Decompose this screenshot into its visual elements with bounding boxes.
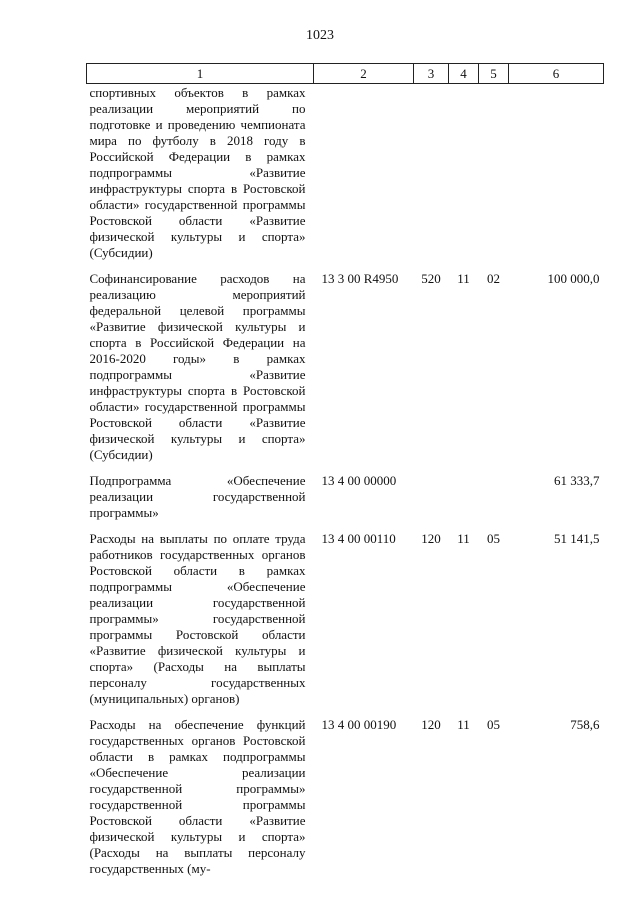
row-rz: 11	[457, 717, 470, 732]
row-vr	[414, 84, 449, 262]
row-vr: 520	[421, 271, 441, 286]
column-header-2: 2	[314, 64, 414, 84]
table-row	[87, 261, 604, 463]
row-pr: 05	[487, 717, 500, 732]
row-amount: 100 000,0	[547, 271, 600, 286]
row-name: Расходы на выплаты по оплате труда работников государственных органов Ростовской области в рамках подпрограммы «Обеспечение реализации государственной программы» государственной программы Ростовской области «Развитие физической культуры и спорта» (Расходы на выплаты персоналу государственных (муниципальных) органов)	[89, 531, 306, 706]
row-rz: 11	[457, 531, 470, 546]
row-name: Софинансирование расходов на реализацию мероприятий федеральной целевой программы «Развитие физической культуры и спорта в Российской Федерации на 2016-2020 годы» в рамках подпрограммы «Развитие инфраструктуры спорта в Ростовской области» государственной программы Ростовской области «Развитие физической культуры и спорта» (Субсидии)	[89, 271, 306, 462]
table-row	[87, 84, 604, 262]
budget-table	[86, 63, 604, 877]
column-header-5: 5	[479, 64, 509, 84]
row-code: 13 4 00 00000	[321, 473, 397, 488]
column-header-6: 6	[509, 64, 604, 84]
row-amount: 61 333,7	[554, 473, 600, 488]
row-code: 13 4 00 00110	[321, 531, 396, 546]
row-pr	[479, 84, 509, 262]
row-vr: 120	[421, 717, 441, 732]
column-header-1: 1	[87, 64, 314, 84]
row-vr	[414, 463, 449, 521]
row-pr	[479, 463, 509, 521]
row-code	[314, 84, 414, 262]
column-header-4: 4	[449, 64, 479, 84]
row-amount: 758,6	[570, 717, 600, 732]
row-name: спортивных объектов в рамках реализации мероприятий по подготовке и проведению чемпионата мира по футболу в 2018 году в Российской Федерации в рамках подпрограммы «Развитие инфраструктуры спорта в Ростовской области» государственной программы Ростовской области «Развитие физической культуры и спорта» (Субсидии)	[89, 85, 306, 260]
row-amount: 51 141,5	[554, 531, 600, 546]
row-amount	[509, 84, 604, 262]
row-rz: 11	[457, 271, 470, 286]
column-header-3: 3	[414, 64, 449, 84]
row-code: 13 4 00 00190	[321, 717, 397, 732]
row-rz	[449, 463, 479, 521]
table-header-row	[87, 64, 604, 84]
table-row	[87, 463, 604, 521]
row-rz	[449, 84, 479, 262]
row-name: Расходы на обеспечение функций государственных органов Ростовской области в рамках подпрограммы «Обеспечение реализации государственной программы» государственной программы Ростовской области «Развитие физической культуры и спорта» (Расходы на выплаты персоналу государственных (му-	[89, 717, 306, 876]
row-code: 13 3 00 R4950	[321, 271, 399, 286]
row-name: Подпрограмма «Обеспечение реализации государственной программы»	[89, 473, 306, 520]
table-row	[87, 707, 604, 877]
row-vr: 120	[421, 531, 441, 546]
table-row	[87, 521, 604, 707]
page-number: 1023	[306, 28, 334, 43]
row-pr: 05	[487, 531, 500, 546]
row-pr: 02	[487, 271, 500, 286]
